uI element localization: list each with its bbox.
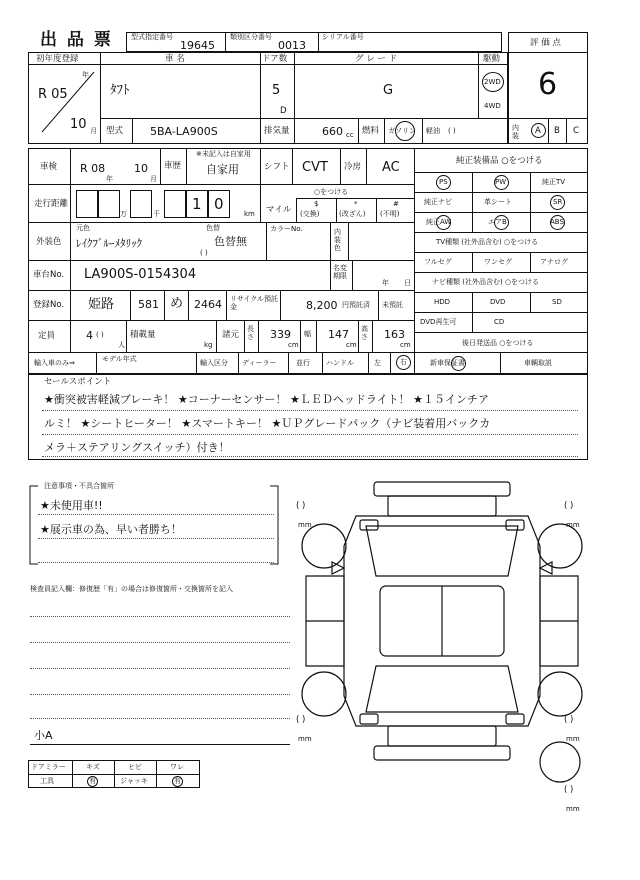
door-count: 5	[272, 83, 281, 98]
inspection-month-unit: 月	[150, 175, 157, 183]
load-kg: kg	[204, 341, 213, 349]
notes-label: 注意事項・不具合箇所	[44, 482, 114, 490]
tire-mm-rl: mm	[298, 735, 312, 743]
fuel-gasoline: ガソリン	[388, 127, 416, 135]
tv-title: TV種類 (社外品含む) ○をつける	[436, 238, 539, 246]
usage-value: 自家用	[206, 163, 239, 176]
equip-sr: SR	[553, 198, 563, 206]
interior-b: B	[554, 126, 560, 136]
model-label: 型式	[106, 126, 124, 136]
color-no-label: カラーNo.	[270, 225, 303, 233]
mileage-digit-2: 0	[214, 195, 224, 213]
first-reg-label: 初年度登録	[36, 54, 79, 64]
first-reg-year: R 05	[38, 87, 68, 102]
grade-label: グ レ ー ド	[355, 54, 398, 64]
capacity-value: 4	[86, 329, 93, 342]
later-title: 後日発送品 ○をつける	[462, 339, 534, 347]
navi-sd: SD	[552, 298, 562, 306]
load-label: 積載量	[130, 330, 156, 340]
length-cm: cm	[288, 341, 299, 349]
fuel-paren: ( )	[448, 127, 456, 135]
tire-bracket-fl: ( )	[296, 501, 306, 511]
model-value: 5BA-LA900S	[150, 125, 218, 138]
height-value: 163	[384, 328, 405, 341]
cc-unit: cc	[346, 131, 354, 139]
tools-jack-have: 有	[174, 777, 181, 785]
height-cm: cm	[400, 341, 411, 349]
recycle-amount: 8,200	[306, 299, 338, 312]
tv-oneseg: ワンセグ	[484, 258, 512, 266]
sales-line-2: ルミ！ ★シートヒーター！ ★スマートキー！ ★ＵＰグレードパック（ナビ装着用バックカ	[44, 417, 491, 430]
length-label: 長さ	[247, 325, 254, 342]
equip-navi: 純正ナビ	[424, 198, 452, 206]
later-warranty: 新車保証書	[430, 359, 465, 367]
tools-crack: ヒビ	[128, 763, 142, 771]
grade-value: G	[383, 83, 394, 98]
ac-label: 冷房	[344, 162, 362, 172]
type-number: 19645	[180, 39, 215, 52]
equipment-title: 純正装備品 ○をつける	[456, 156, 543, 166]
mileage-label: 走行距離	[34, 199, 69, 209]
year-unit: 年	[82, 71, 89, 79]
reg-class: 581	[138, 298, 159, 311]
interior-c: C	[573, 126, 579, 136]
equip-tv: 純正TV	[542, 178, 566, 186]
shift-value: CVT	[302, 160, 328, 175]
tire-bracket-spare: ( )	[564, 785, 574, 795]
original-color-label: 元色	[76, 224, 90, 232]
equip-pw: PW	[495, 178, 507, 186]
serial-label: シリアル番号	[322, 33, 364, 41]
month-unit: 月	[90, 127, 97, 135]
navi-hdd: HDD	[434, 298, 451, 306]
tools-tool-have: 有	[89, 777, 96, 785]
width-value: 147	[328, 328, 349, 341]
reg-kana: め	[170, 296, 184, 311]
fuel-label: 燃料	[362, 126, 380, 136]
first-reg-month: 10	[70, 117, 87, 132]
equip-airbag: エアB	[488, 218, 507, 226]
drive-2wd: 2WD	[484, 78, 501, 86]
reg-number: 2464	[194, 298, 222, 311]
height-label: 高さ	[361, 325, 368, 342]
mileage-digit-1: 1	[192, 195, 202, 213]
door-suffix: D	[280, 106, 287, 116]
ac-value: AC	[382, 160, 400, 175]
car-body-diagram	[296, 476, 588, 816]
name-change-deadline-label: 名変期限	[333, 264, 347, 281]
recycle-label: リサイクル預託金	[230, 295, 279, 312]
handle-left: 左	[374, 359, 381, 367]
tools-break: ワレ	[170, 763, 184, 771]
class-number-label: 類別区分番号	[230, 33, 272, 41]
exterior-color-label: 外装色	[36, 237, 62, 247]
car-name: ﾀﾌﾄ	[110, 83, 130, 98]
interior-color-label: 内装色	[334, 228, 341, 253]
interior-label: 内装	[512, 124, 519, 140]
tire-mm-rr: mm	[566, 735, 580, 743]
handle-right: 右	[400, 358, 407, 366]
mileage-unknown: (不明)	[380, 210, 400, 218]
original-color: ﾚｲｸﾌﾞﾙｰﾒﾀﾘｯｸ	[76, 237, 142, 250]
shift-label: シフト	[264, 162, 290, 172]
width-cm: cm	[346, 341, 357, 349]
tire-mm-fl: mm	[298, 521, 312, 529]
model-year-label: モデル年式	[102, 355, 137, 363]
not-deposited: 未預託	[382, 301, 403, 309]
equip-leather: 革シート	[484, 198, 512, 206]
tv-analog: アナログ	[540, 258, 568, 266]
dealer-option: ディーラー	[242, 359, 277, 367]
usage-note: ※未記入は自家用	[196, 150, 251, 158]
tire-bracket-rl: ( )	[296, 715, 306, 725]
equip-abs: ABS	[550, 218, 564, 226]
dimensions-label: 諸元	[222, 330, 240, 340]
tire-bracket-rr: ( )	[564, 715, 574, 725]
navi-cd: CD	[494, 318, 505, 326]
mileage-circle-note: ○をつける	[314, 188, 349, 196]
import-only-label: 輸入車のみ⇒	[34, 359, 75, 367]
capacity-label: 定員	[38, 331, 56, 341]
car-name-label: 車 名	[165, 54, 185, 64]
interior-a: A	[535, 126, 541, 136]
inspection-month: 10	[134, 162, 148, 175]
displacement-label: 排気量	[264, 126, 290, 136]
tools-tool: 工具	[40, 777, 54, 785]
parallel-option: 並行	[296, 359, 310, 367]
tire-bracket-fr: ( )	[564, 501, 574, 511]
sales-line-3: メラ＋ステアリングスイッチ）付き！	[44, 441, 230, 454]
inspection-label: 車検	[40, 162, 58, 172]
chassis-number: LA900S-0154304	[84, 267, 197, 282]
color-change-paren: ( )	[200, 249, 208, 257]
navi-dvd: DVD	[490, 298, 506, 306]
mileage-man: 万	[120, 210, 127, 218]
inspector-mark: 小A	[34, 729, 53, 742]
capacity-paren: ( )	[96, 331, 104, 339]
score-label: 評 価 点	[530, 38, 561, 48]
usage-label: 車歴	[164, 161, 182, 171]
length-value: 339	[270, 328, 291, 341]
color-change-label: 色替	[206, 224, 220, 232]
type-number-label: 型式指定番号	[131, 33, 173, 41]
inspection-year-unit: 年	[106, 175, 113, 183]
mileage-opt2-sym: *	[354, 200, 358, 208]
tire-mm-spare: mm	[566, 805, 580, 813]
mileage-opt3-sym: #	[393, 200, 399, 208]
deadline-day: 日	[404, 279, 411, 287]
width-label: 幅	[304, 330, 311, 338]
note-line-1: ★未使用車!!	[40, 499, 103, 512]
inspector-label: 検査員記入欄：修復歴「有」の場合は修復箇所・交換箇所を記入	[30, 585, 233, 593]
sales-label: セールスポイント	[44, 377, 112, 387]
score-value: 6	[538, 67, 558, 102]
capacity-unit: 人	[118, 341, 125, 349]
equip-ps: PS	[439, 178, 448, 186]
tools-jack: ジャッキ	[120, 777, 148, 785]
registration-label: 登録No.	[33, 300, 65, 310]
displacement-value: 660	[322, 125, 343, 138]
fuel-diesel: 軽油	[426, 127, 440, 135]
tv-fullseg: フルセグ	[424, 258, 452, 266]
mileage-sen: 千	[153, 210, 160, 218]
mileage-exchanged: (交換)	[300, 210, 320, 218]
deadline-year: 年	[382, 279, 389, 287]
navi-title: ナビ種類 (社外品含む) ○をつける	[432, 278, 540, 286]
color-change: 色替無	[214, 235, 247, 248]
later-manual: 車輌取説	[524, 359, 552, 367]
tire-mm-fr: mm	[566, 521, 580, 529]
mileage-km: km	[244, 210, 255, 218]
form-title: 出 品 票	[40, 30, 113, 50]
inspection-era: R 08	[80, 162, 106, 175]
class-number: 0013	[278, 39, 306, 52]
drive-4wd: 4WD	[484, 102, 501, 110]
drive-label: 駆動	[483, 54, 501, 64]
note-line-2: ★展示車の為、早い者勝ち！	[40, 523, 182, 536]
import-type-label: 輸入区分	[200, 359, 228, 367]
tools-scratch: キズ	[86, 763, 100, 771]
chassis-label: 車台No.	[33, 270, 65, 280]
doors-label: ドア数	[262, 54, 288, 64]
tools-mirror: ドアミラー	[31, 763, 66, 771]
reg-place: 姫路	[88, 297, 115, 312]
sales-line-1: ★衝突被害軽減ブレーキ！ ★コーナーセンサー！ ★ＬＥＤヘッドライト！ ★１５インチア	[44, 393, 489, 406]
mile-label: マイル	[266, 205, 292, 215]
handle-label: ハンドル	[326, 359, 354, 367]
recycle-unit: 円預託済	[342, 301, 370, 309]
mileage-tampered: (改ざん)	[339, 210, 366, 218]
navi-dvd-play: DVD再生可	[420, 318, 457, 326]
mileage-opt1-sym: $	[314, 200, 319, 208]
equip-aw: 純正AW	[426, 218, 452, 226]
